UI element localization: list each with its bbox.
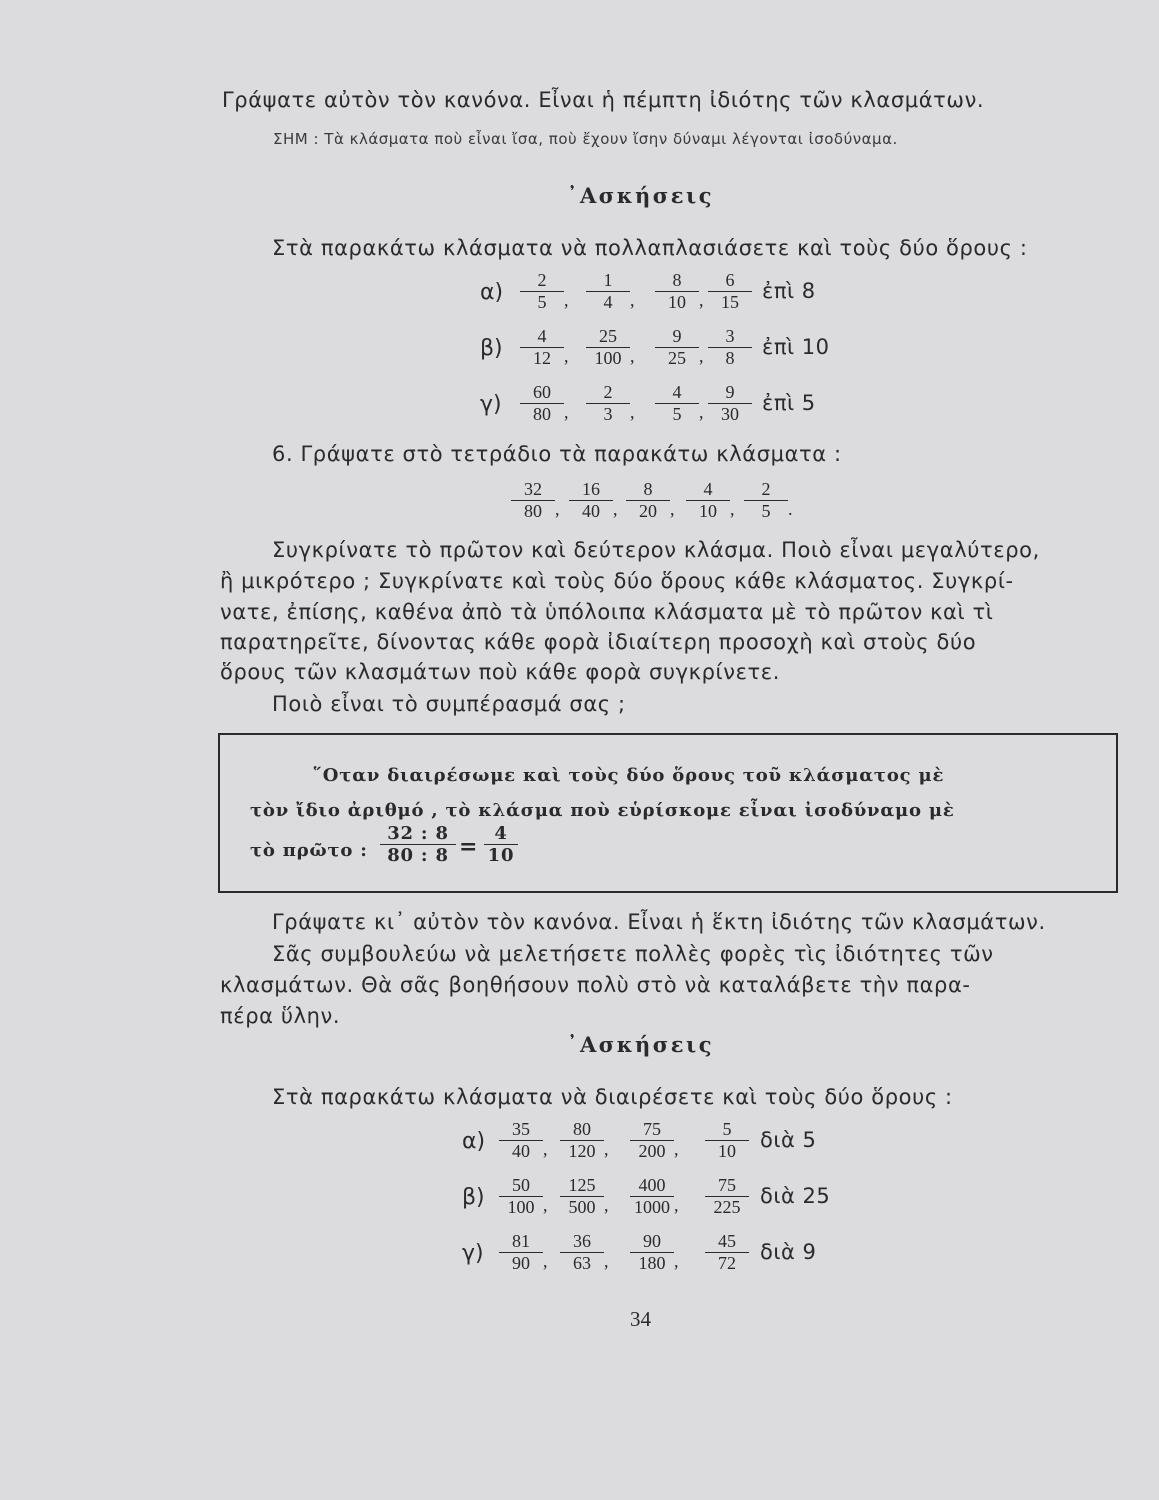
rule-box-left-denominator: 80 : 8 — [380, 844, 456, 866]
fraction — [708, 270, 752, 313]
exercises-heading-1: ᾿Ασκήσεις — [567, 183, 714, 208]
exercise-six-instruction: 6. Γράψατε στὸ τετράδιο τὰ παρακάτω κλάσματα : — [272, 442, 842, 466]
numerator: 32 — [524, 479, 542, 499]
denominator: 3 — [586, 403, 630, 425]
denominator: 10 — [655, 291, 699, 313]
rule-box-left-numerator: 32 : 8 — [387, 823, 449, 844]
fraction — [499, 1175, 543, 1218]
denominator: 10 — [705, 1140, 749, 1162]
comma-separator: , — [730, 499, 735, 519]
numerator: 3 — [725, 326, 735, 346]
denominator: 72 — [705, 1252, 749, 1274]
numerator: 2 — [603, 382, 613, 402]
fraction — [655, 270, 699, 313]
row-label: β) — [480, 336, 503, 361]
rule-box-right-fraction — [484, 823, 518, 866]
paragraph-line: ὅρους τῶν κλασμάτων ποὺ κάθε φορὰ συγκρίνετε. — [220, 660, 781, 684]
denominator: 180 — [630, 1252, 674, 1274]
denominator: 20 — [626, 500, 670, 522]
advice-line: κλασμάτων. Θὰ σᾶς βοηθήσουν πολὺ στὸ νὰ καταλάβετε τὴν παρα- — [220, 973, 971, 997]
fraction — [560, 1175, 604, 1218]
numerator: 4 — [703, 479, 713, 499]
numerator: 81 — [512, 1231, 530, 1251]
fraction — [630, 1175, 674, 1218]
denominator: 30 — [708, 403, 752, 425]
numerator: 75 — [718, 1175, 736, 1195]
denominator: 15 — [708, 291, 752, 313]
numerator: 4 — [537, 326, 547, 346]
numerator: 36 — [573, 1231, 591, 1251]
fraction — [560, 1119, 604, 1162]
comma-separator: , — [564, 346, 569, 366]
comma-separator: , — [543, 1251, 548, 1271]
denominator: 1000 — [630, 1196, 674, 1218]
fraction — [586, 270, 630, 313]
advice-line: Σᾶς συμβουλεύω νὰ μελετήσετε πολλὲς φορὲς τὶς ἰδιότητες τῶν — [272, 942, 994, 966]
numerator: 6 — [725, 270, 735, 290]
fraction — [655, 382, 699, 425]
fraction — [569, 479, 613, 522]
denominator: 25 — [655, 347, 699, 369]
row-label: γ) — [480, 392, 502, 417]
denominator: 120 — [560, 1140, 604, 1162]
period: . — [788, 499, 793, 519]
fraction — [520, 270, 564, 313]
fraction — [705, 1119, 749, 1162]
denominator: 8 — [708, 347, 752, 369]
operation-label: διὰ 25 — [760, 1184, 831, 1208]
conclusion-question: Ποιὸ εἶναι τὸ συμπέρασμά σας ; — [272, 692, 626, 716]
denominator: 5 — [520, 291, 564, 313]
comma-separator: , — [670, 499, 675, 519]
fraction — [560, 1231, 604, 1274]
numerator: 45 — [718, 1231, 736, 1251]
fraction — [630, 1231, 674, 1274]
rule-box-equals: = — [459, 834, 479, 860]
comma-separator: , — [564, 402, 569, 422]
denominator: 5 — [655, 403, 699, 425]
denominator: 100 — [499, 1196, 543, 1218]
denominator: 225 — [705, 1196, 749, 1218]
fraction — [744, 479, 788, 522]
fraction — [520, 326, 564, 369]
exercises-heading-2: ᾿Ασκήσεις — [567, 1032, 714, 1057]
comma-separator: , — [604, 1251, 609, 1271]
numerator: 400 — [638, 1175, 666, 1195]
denominator: 4 — [586, 291, 630, 313]
row-label: γ) — [462, 1241, 484, 1266]
comma-separator: , — [543, 1139, 548, 1159]
comma-separator: , — [564, 290, 569, 310]
page-number: 34 — [630, 1307, 651, 1331]
numerator: 9 — [672, 326, 682, 346]
paragraph-line: παρατηρεῖτε, δίνοντας κάθε φορὰ ἰδιαίτερη προσοχὴ καὶ στοὺς δύο — [220, 630, 977, 654]
paragraph-line: ἢ μικρότερο ; Συγκρίνατε καὶ τοὺς δύο ὅρους κάθε κλάσματος. Συγκρί- — [220, 569, 1014, 593]
numerator: 80 — [573, 1119, 591, 1139]
comma-separator: , — [630, 402, 635, 422]
denominator: 200 — [630, 1140, 674, 1162]
rule-box-line-1: ῞Οταν διαιρέσωμε καὶ τοὺς δύο ὅρους τοῦ κλάσματος μὲ — [313, 765, 945, 786]
numerator: 2 — [761, 479, 771, 499]
numerator: 60 — [533, 382, 551, 402]
numerator: 16 — [582, 479, 600, 499]
paragraph-line: Συγκρίνατε τὸ πρῶτον καὶ δεύτερον κλάσμα. Ποιὸ εἶναι μεγαλύτερο, — [272, 538, 1040, 562]
advice-line: πέρα ὕλην. — [220, 1004, 341, 1028]
denominator: 100 — [586, 347, 630, 369]
denominator: 500 — [560, 1196, 604, 1218]
denominator: 80 — [520, 403, 564, 425]
numerator: 125 — [568, 1175, 596, 1195]
operation-label: ἐπὶ 5 — [762, 391, 816, 415]
fraction — [511, 479, 555, 522]
denominator: 12 — [520, 347, 564, 369]
numerator: 9 — [725, 382, 735, 402]
denominator: 10 — [686, 500, 730, 522]
denominator: 5 — [744, 500, 788, 522]
comma-separator: , — [630, 346, 635, 366]
denominator: 40 — [499, 1140, 543, 1162]
denominator: 80 — [511, 500, 555, 522]
fraction — [499, 1119, 543, 1162]
rule-five-text: Γράψατε αὐτὸν τὸν κανόνα. Εἶναι ἡ πέμπτη ἰδιότης τῶν κλασμάτων. — [222, 88, 985, 112]
numerator: 50 — [512, 1175, 530, 1195]
denominator: 90 — [499, 1252, 543, 1274]
comma-separator: , — [555, 499, 560, 519]
numerator: 25 — [599, 326, 617, 346]
operation-label: διὰ 9 — [760, 1240, 817, 1264]
comma-separator: , — [674, 1195, 679, 1215]
fraction — [705, 1175, 749, 1218]
numerator: 35 — [512, 1119, 530, 1139]
divide-instruction: Στὰ παρακάτω κλάσματα νὰ διαιρέσετε καὶ τοὺς δύο ὅρους : — [272, 1085, 953, 1109]
rule-box-left-fraction — [380, 823, 456, 866]
operation-label: διὰ 5 — [760, 1128, 817, 1152]
denominator: 63 — [560, 1252, 604, 1274]
multiply-instruction: Στὰ παρακάτω κλάσματα νὰ πολλαπλασιάσετε καὶ τοὺς δύο ὅρους : — [272, 236, 1028, 260]
row-label: α) — [480, 280, 504, 305]
numerator: 2 — [537, 270, 547, 290]
comma-separator: , — [699, 402, 704, 422]
rule-six-text: Γράψατε κι᾿ αὐτὸν τὸν κανόνα. Εἶναι ἡ ἕκτη ἰδιότης τῶν κλασμάτων. — [272, 910, 1046, 934]
fraction — [586, 382, 630, 425]
fraction — [708, 382, 752, 425]
comma-separator: , — [543, 1195, 548, 1215]
numerator: 90 — [643, 1231, 661, 1251]
fraction — [705, 1231, 749, 1274]
comma-separator: , — [604, 1195, 609, 1215]
comma-separator: , — [613, 499, 618, 519]
comma-separator: , — [604, 1139, 609, 1159]
operation-label: ἐπὶ 10 — [762, 335, 830, 359]
fraction — [626, 479, 670, 522]
numerator: 4 — [672, 382, 682, 402]
fraction — [708, 326, 752, 369]
numerator: 5 — [722, 1119, 732, 1139]
comma-separator: , — [699, 346, 704, 366]
comma-separator: , — [630, 290, 635, 310]
rule-box-right-denominator: 10 — [484, 844, 518, 866]
comma-separator: , — [699, 290, 704, 310]
comma-separator: , — [674, 1251, 679, 1271]
numerator: 8 — [672, 270, 682, 290]
fraction — [630, 1119, 674, 1162]
numerator: 1 — [603, 270, 613, 290]
paragraph-line: νατε, ἐπίσης, καθένα ἀπὸ τὰ ὑπόλοιπα κλάσματα μὲ τὸ πρῶτον καὶ τὶ — [220, 600, 994, 624]
fraction — [686, 479, 730, 522]
fraction — [655, 326, 699, 369]
comma-separator: , — [674, 1139, 679, 1159]
rule-box-line-2: τὸν ἴδιο ἀριθμό , τὸ κλάσμα ποὺ εὑρίσκομε εἶναι ἰσοδύναμο μὲ — [250, 800, 955, 821]
rule-box-prefix: τὸ πρῶτο : — [250, 840, 368, 861]
equivalence-note: ΣΗΜ : Τὰ κλάσματα ποὺ εἶναι ἴσα, ποὺ ἔχουν ἴσην δύναμι λέγονται ἰσοδύναμα. — [273, 130, 898, 148]
fraction — [520, 382, 564, 425]
operation-label: ἐπὶ 8 — [762, 279, 816, 303]
numerator: 75 — [643, 1119, 661, 1139]
fraction — [586, 326, 630, 369]
row-label: α) — [462, 1129, 486, 1154]
fraction — [499, 1231, 543, 1274]
numerator: 8 — [643, 479, 653, 499]
row-label: β) — [462, 1185, 485, 1210]
rule-box-right-numerator: 4 — [494, 823, 508, 844]
denominator: 40 — [569, 500, 613, 522]
